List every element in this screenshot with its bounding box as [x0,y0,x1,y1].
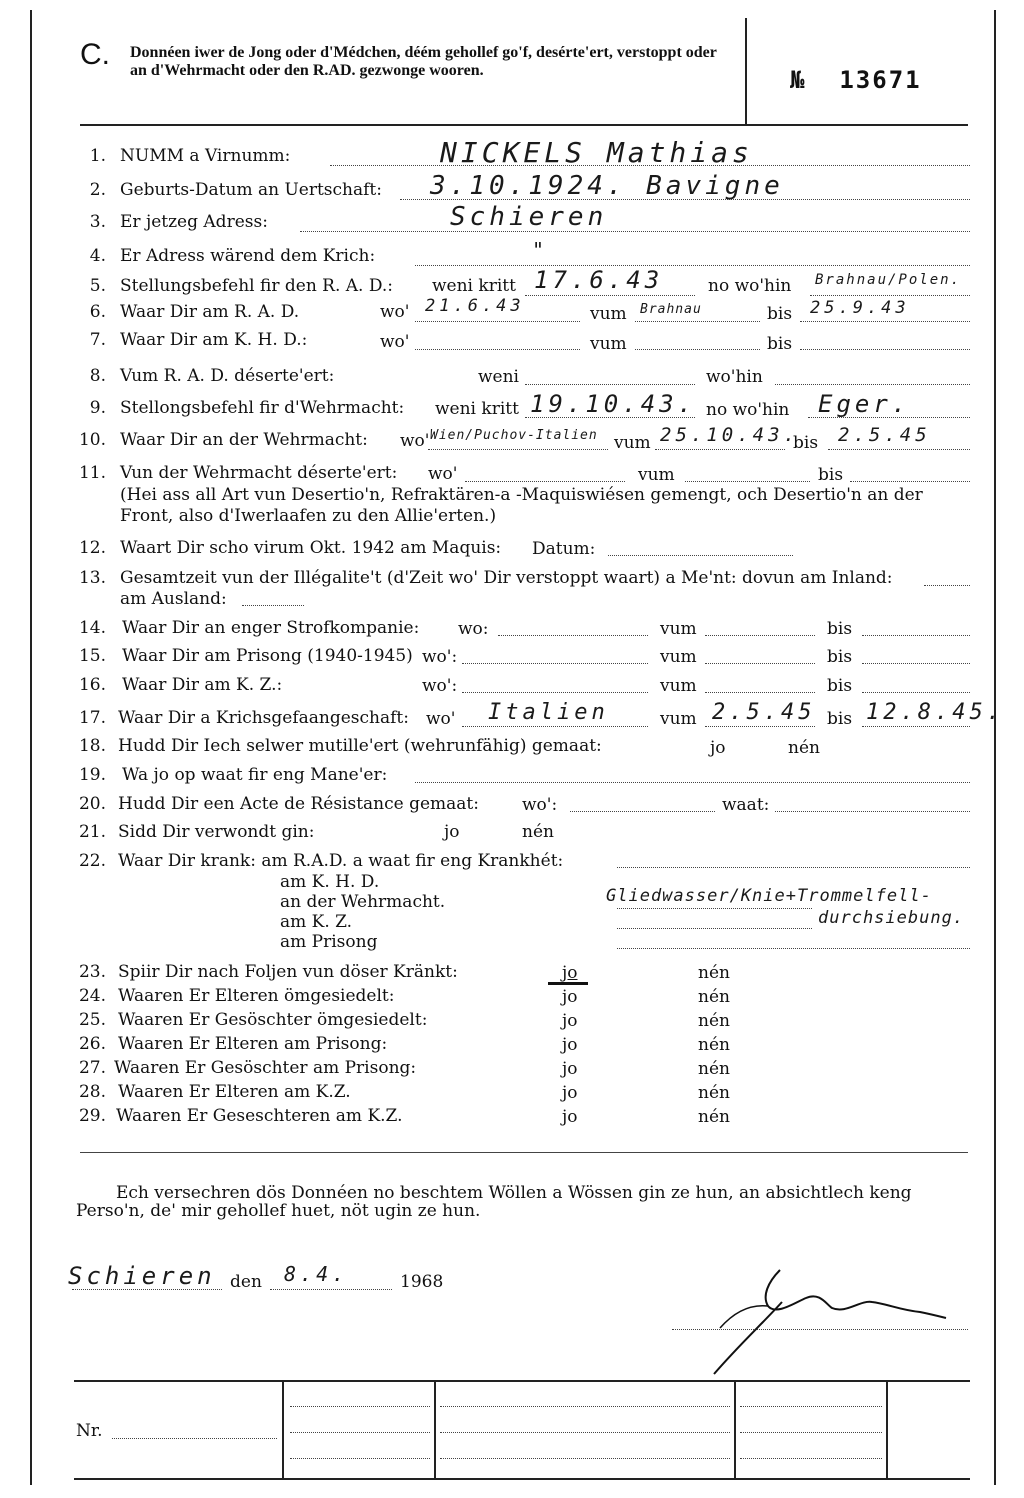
item-number: 3. [89,212,106,232]
answer-line [617,948,970,949]
date-line [270,1289,392,1290]
item-label: Hudd Dir Iech selwer mutille'ert (wehrunfähig) gemaat: [118,736,602,756]
yes-option: jo [444,822,460,842]
item-number: 11. [78,463,106,483]
answer-line [775,384,970,385]
item-number: 16. [78,675,106,695]
answer-line [862,692,970,693]
answer-rad-to: 25.9.43 [810,298,910,318]
item-number: 28. [78,1082,106,1102]
answer-line [828,449,970,450]
item-number: 17. [78,708,106,728]
answer-rad-from: 21.6.43 [425,296,525,316]
item-number: 9. [89,398,106,418]
answer-wm-places: Wien/Puchov-Italien [430,428,598,443]
answer-line [924,585,970,586]
yes-option: jo [562,987,578,1007]
field-word: bis [827,709,853,729]
item-label: Sidd Dir verwondt gin: [118,822,315,842]
item-number: 5. [89,276,106,296]
footer-line [740,1432,882,1433]
field-word: weni kritt [432,276,516,296]
no-option: nén [698,1059,730,1079]
no-option: nén [698,1107,730,1127]
item-label: Geburts-Datum an Uertschaft: [120,180,382,200]
item-number: 8. [89,366,106,386]
field-word: wo: [458,619,489,639]
field-word: bis [793,433,819,453]
field-word: bis [827,619,853,639]
field-word: vum [660,709,697,729]
nr-label: Nr. [76,1421,103,1441]
yes-option: jo [562,1059,578,1079]
item-number: 14. [78,618,106,638]
item-label: Waaren Er Elteren am K.Z. [118,1082,351,1102]
signing-year: 1968 [400,1272,444,1292]
sub-label: am Prisong [280,932,378,952]
field-word: waat: [722,795,770,815]
answer-pow-to: 12.8.45. [866,700,1004,725]
answer-line [850,481,970,482]
item-number: 2. [89,180,106,200]
signature-image [650,1262,970,1382]
field-word: wo': [422,647,458,667]
item-number: 13. [78,568,106,588]
item-label: Vum R. A. D. déserte'ert: [120,366,335,386]
field-word: wo': [422,676,458,696]
answer-illness-1: Gliedwasser/Knie+Trommelfell- [606,886,932,906]
answer-wm-place: Eger. [818,390,911,418]
answer-line [415,349,580,350]
number-sign: № [790,66,807,94]
answer-illness-2: durchsiebung. [818,908,965,928]
answer-line [462,663,648,664]
field-word: weni kritt [435,399,519,419]
item-number: 24. [78,986,106,1006]
item-number: 15. [78,646,106,666]
item-label: Waar Dir am K. H. D.: [120,330,308,350]
field-word: bis [767,334,793,354]
field-word: weni [478,367,519,387]
footer-line [440,1432,730,1433]
field-word: bis [827,647,853,667]
item-number: 18. [78,736,106,756]
yes-option: jo [562,1035,578,1055]
yes-option: jo [562,1011,578,1031]
field-word: vum [590,304,627,324]
item-number: 23. [78,962,106,982]
item-label: Vun der Wehrmacht déserte'ert: [120,463,398,483]
sub-label: am K. Z. [280,912,353,932]
answer-line [242,605,304,606]
item-label: NUMM a Virnumm: [120,146,291,166]
field-word: wo' [400,431,430,451]
answer-line [415,321,580,322]
item-label: Er Adress wärend dem Krich: [120,246,376,266]
item-number: 26. [78,1034,106,1054]
field-word: wo' [380,332,410,352]
answer-rad-date: 17.6.43 [534,266,664,294]
item-label: Waaren Er Gesöschter ömgesiedelt: [118,1010,428,1030]
item-number: 6. [89,302,106,322]
item-label: Waar Dir am K. Z.: [122,675,283,695]
answer-line [655,449,785,450]
field-word: vum [590,334,627,354]
section-letter: C. [80,38,110,71]
item-label: Waar Dir am R. A. D. [120,302,300,322]
answer-line [570,811,715,812]
answer-line [462,692,648,693]
answer-line [800,349,970,350]
answer-line [810,295,970,296]
answer-line [617,908,812,909]
item-number: 1. [89,146,106,166]
answer-wm-date: 19.10.43. [530,390,697,418]
item-label: Hudd Dir een Acte de Résistance gemaat: [118,794,479,814]
footer-line [290,1432,430,1433]
answer-line [608,555,793,556]
no-option: nén [698,1035,730,1055]
answer-birth: 3.10.1924. Bavigne [430,171,784,201]
answer-line [415,782,970,783]
number-value: 13671 [839,66,922,94]
field-word: bis [818,465,844,485]
field-word: no wo'hin [706,400,790,420]
answer-name: NICKELS Mathias [440,136,753,169]
item-label: Waaren Er Elteren ömgesiedelt: [118,986,395,1006]
footer-line [740,1458,882,1459]
answer-line [705,635,815,636]
item-note: (Hei ass all Art vun Desertio'n, Refraktären-a -Maquiswiésen gemengt, och Desertio'n an der [120,485,923,505]
field-word: bis [767,304,793,324]
item-number: 4. [89,246,106,266]
field-word: am Ausland: [120,589,227,609]
answer-line [705,663,815,664]
field-word: vum [660,647,697,667]
header-divider [745,18,747,124]
answer-line [705,726,815,727]
item-label: Waar Dir a Krichsgefaangeschaft: [118,708,409,728]
item-label: Spiir Dir nach Foljen vun döser Kränkt: [118,962,458,982]
item-label: Waart Dir scho virum Okt. 1942 am Maquis: [120,538,502,558]
footer-rule-top [74,1380,970,1382]
item-label: Gesamtzeit vun der Illégalite't (d'Zeit wo' Dir verstoppt waart) a Me'nt: dovun am Inland: [120,568,893,588]
footer-line [740,1406,882,1407]
footer-rule-bottom [74,1478,970,1480]
answer-line [415,265,970,266]
item-label: Waar Dir an enger Strofkompanie: [122,618,420,638]
answer-line [300,231,970,232]
answer-line [800,321,970,322]
item-label: Stellongsbefehl fir d'Wehrmacht: [120,398,405,418]
sub-label: am K. H. D. [280,872,380,892]
footer-line [290,1406,430,1407]
item-label: Er jetzeg Adress: [120,212,268,232]
sub-label: an der Wehrmacht. [280,892,446,912]
answer-pow-place: Italien [488,700,609,725]
item-label: Stellungsbefehl fir den R. A. D.: [120,276,394,296]
place-line [72,1289,222,1290]
field-word: wo' [428,464,458,484]
signing-den: den [230,1272,262,1292]
answer-line [462,726,648,727]
answer-rad-place: Brahnau/Polen. [815,272,962,288]
answer-address: Schieren [450,202,608,232]
answer-line [635,321,760,322]
item-number: 22. [78,851,106,871]
footer-divider [434,1380,436,1478]
item-label: Wa jo op waat fir eng Mane'er: [122,765,388,785]
footer-line [440,1406,730,1407]
answer-pow-from: 2.5.45 [712,700,816,725]
item-label: Waar Dir krank: am R.A.D. a waat fir eng Krankhét: [118,851,564,871]
field-word: no wo'hin [708,276,792,296]
item-number: 19. [78,765,106,785]
field-word: vum [638,465,675,485]
field-word: wo': [522,795,558,815]
answer-line [428,449,608,450]
answer-line [525,384,695,385]
field-word: vum [660,619,697,639]
field-word: bis [827,676,853,696]
no-option: nén [522,822,554,842]
section-rule [80,1152,968,1153]
yes-option: jo [562,1107,578,1127]
answer-line [862,663,970,664]
item-number: 20. [78,794,106,814]
signing-place: Schieren [68,1262,216,1290]
answer-line [862,635,970,636]
item-label: Waar Dir am Prisong (1940-1945) [122,646,413,666]
yes-option: jo [710,738,726,758]
section-title: Donnéen iwer de Jong oder d'Médchen, déém gehollef go'f, desérte'ert, verstoppt oder an d'Wehrmacht oder den R.AD. gezwonge wooren. [130,44,717,79]
field-word: wo'hin [706,367,763,387]
answer-line [498,635,648,636]
no-option: nén [698,963,730,983]
answer-line [617,928,812,929]
no-option: nén [698,987,730,1007]
answer-line [617,867,970,868]
item-label: Waaren Er Elteren am Prisong: [118,1034,388,1054]
yes-option-selected: jo [562,963,578,983]
answer-line [775,811,970,812]
field-word: wo' [426,709,456,729]
yes-option: jo [562,1083,578,1103]
declaration-line-2: Perso'n, de' mir gehollef huet, nöt ugin ze hun. [76,1201,481,1221]
item-number: 10. [78,430,106,450]
answer-line [465,481,625,482]
footer-line [290,1458,430,1459]
footer-divider [734,1380,736,1478]
item-label: Waaren Er Gesöschter am Prisong: [114,1058,417,1078]
no-option: nén [698,1011,730,1031]
signing-date: 8.4. [284,1262,349,1286]
declaration-line-1: Ech versechren dös Donnéen no beschtem Wöllen a Wössen gin ze hun, an absichtlech keng [116,1183,912,1203]
field-word: vum [660,676,697,696]
answer-line [862,726,970,727]
answer-rad-place2: Brahnau [640,302,702,317]
selection-mark [548,982,588,985]
no-option: nén [788,738,820,758]
item-number: 21. [78,822,106,842]
answer-line [635,349,760,350]
answer-line [705,692,815,693]
footer-divider [886,1380,888,1478]
document-number [790,66,922,94]
item-label: Waar Dir an der Wehrmacht: [120,430,368,450]
nr-line [112,1438,277,1439]
field-word: vum [614,433,651,453]
field-word: wo' [380,302,410,322]
footer-divider [282,1380,284,1478]
item-note: Front, also d'Iwerlaafen zu den Allie'erten.) [120,506,497,526]
item-number: 25. [78,1010,106,1030]
answer-war-address: " [532,238,549,262]
answer-wm-from: 25.10.43. [660,424,799,446]
answer-line [685,481,810,482]
answer-wm-to: 2.5.45 [838,424,931,446]
field-word: Datum: [532,539,596,559]
header-rule [80,124,968,126]
no-option: nén [698,1083,730,1103]
item-number: 7. [89,330,106,350]
item-label: Waaren Er Geseschteren am K.Z. [116,1106,403,1126]
item-number: 12. [78,538,106,558]
answer-line [525,295,695,296]
footer-line [440,1458,730,1459]
item-number: 29. [78,1106,106,1126]
item-number: 27. [78,1058,106,1078]
